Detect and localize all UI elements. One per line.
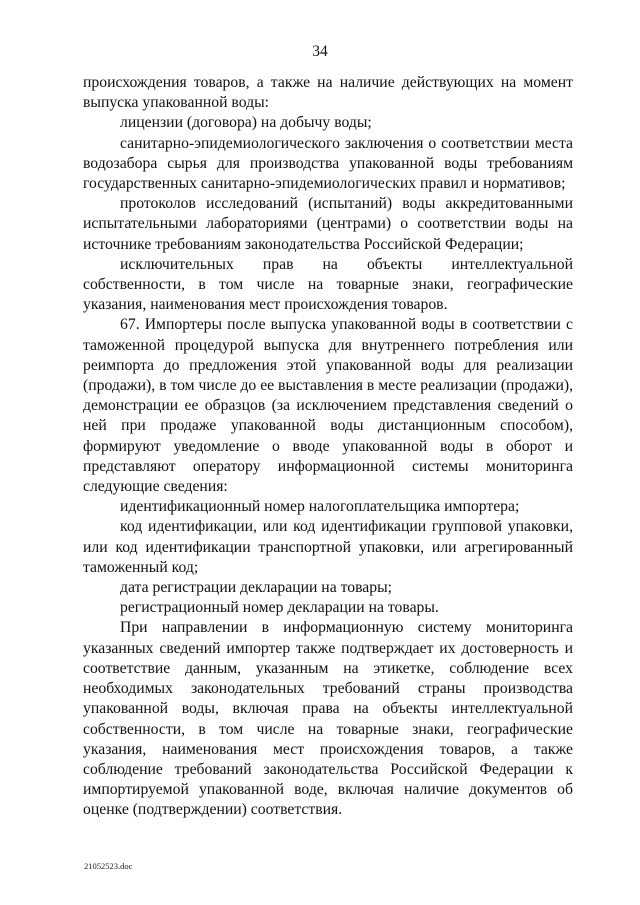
list-item-declaration-number: регистрационный номер декларации на товары. — [120, 599, 439, 617]
list-item-test-protocols: протоколов исследований (испытаний) воды аккредитованными испытательными лабораториями (центрами) о соответствии воды на источнике требованиям законодательства Российской Федерации; — [83, 195, 573, 253]
list-item-license: лицензии (договора) на добычу воды; — [120, 114, 372, 132]
list-item-identification-code: код идентификации, или код идентификации групповой упаковки, или код идентификации транспортной упаковки, или агрегированный таможенный код; — [83, 518, 573, 576]
paragraph-continuation: происхождения товаров, а также на наличие действующих на момент выпуска упакованной воды: — [83, 74, 573, 112]
paragraph-67: 67. Импортеры после выпуска упакованной воды в соответствии с таможенной процедурой выпуска для внутреннего потребления или реимпорта до предложения этой упакованной воды для реализации (продажи), в том числе до ее выставления в месте реализации (продажи), демонстрации ее образцов (за исключением представления сведений о ней при продаже упакованной воды дистанционным способом), формируют уведомление о вводе упакованной воды в оборот и представляют оператору информационной системы мониторинга следующие сведения: — [83, 316, 573, 496]
list-item-declaration-date: дата регистрации декларации на товары; — [120, 579, 392, 597]
page-number: 34 — [312, 43, 328, 60]
list-item-taxpayer-id: идентификационный номер налогоплательщика импортера; — [120, 498, 520, 516]
list-item-exclusive-rights: исключительных прав на объекты интеллектуальной собственности, в том числе на товарные знаки, географические указания, наименования мест происхождения товаров. — [83, 255, 573, 314]
paragraph-confirmation: При направлении в информационную систему мониторинга указанных сведений импортер также подтверждает их достоверность и соответствие данным, указанным на этикетке, соблюдение всех необходимых законодательных требований страны производства упакованной воды, включая права на объекты интеллектуальной собственности, в том числе на товарные знаки, географические указания, наименования мест происхождения товаров, а также соблюдение требований законодательства Российской Федерации к импортируемой упакованной воде, включая наличие документов об оценке (подтверждении) соответствия. — [83, 619, 573, 819]
footer-file-name: 21052523.doc — [84, 861, 133, 871]
list-item-sanitary-conclusion: санитарно-эпидемиологического заключения о соответствии места водозабора сырья для производства упакованной воды требованиям государственных санитарно-эпидемиологических правил и нормативов; — [83, 134, 573, 193]
body-text — [83, 73, 573, 821]
